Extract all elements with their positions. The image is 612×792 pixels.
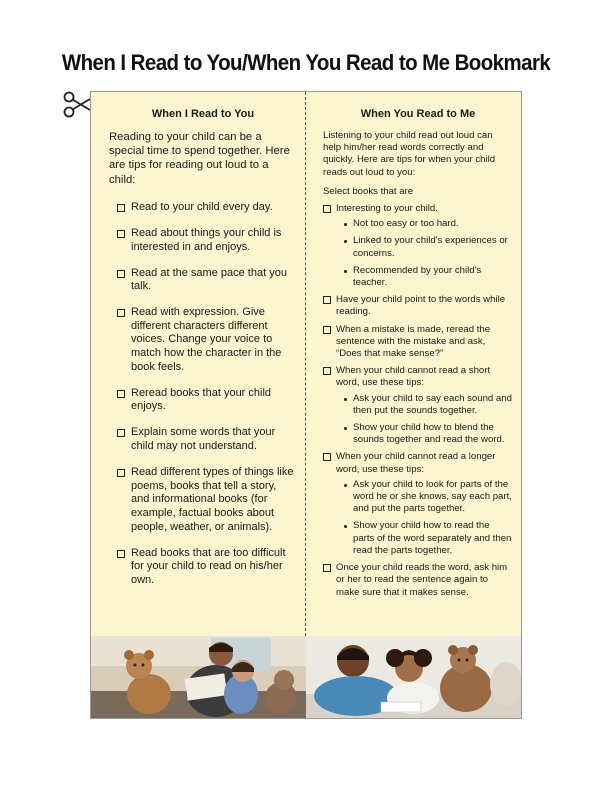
sub-bullet-text: Show your child how to blend the sounds together and read the word. — [353, 422, 505, 446]
left-tip-text: Read different types of things like poems, books that tell a story, and informational books (for example, factual books about people, weather, or animals). — [131, 466, 294, 533]
left-tip-text: Read about things your child is interested in and enjoys. — [131, 226, 282, 253]
left-tip-item — [117, 547, 297, 588]
bullet-icon — [344, 398, 347, 401]
sub-bullet-item — [344, 520, 513, 557]
left-tip-text: Read with expression. Give different characters different voices. Change your voice to match how the character in the book feels. — [131, 306, 282, 373]
left-tip-item — [117, 227, 297, 254]
bullet-icon — [344, 484, 347, 487]
sub-bullet-item — [344, 393, 513, 417]
right-tip-text: Interesting to your child. — [336, 203, 438, 215]
left-tip-text: Explain some words that your child may not understand. — [131, 426, 276, 453]
select-books-label: Select books that are — [323, 185, 414, 197]
bullet-icon — [344, 223, 347, 226]
right-tip-item — [323, 451, 513, 557]
checkbox-icon — [323, 326, 331, 334]
checkbox-icon — [117, 390, 125, 398]
scissors-icon — [62, 90, 92, 122]
sub-bullet-text: Linked to your child's experiences or concerns. — [353, 235, 508, 259]
checkbox-icon — [117, 230, 125, 238]
checkbox-icon — [117, 469, 125, 477]
right-tip-text: When your child cannot read a short word, use these tips: — [336, 365, 491, 389]
left-tip-item — [117, 201, 297, 215]
checkbox-icon — [323, 205, 331, 213]
left-tip-text: Reread books that your child enjoys. — [131, 386, 272, 413]
right-tip-text: When your child cannot read a longer word, use these tips: — [336, 451, 496, 475]
left-tip-item — [117, 306, 297, 374]
checkbox-icon — [323, 296, 331, 304]
checkbox-icon — [323, 564, 331, 572]
sub-bullet-item — [344, 422, 513, 446]
sub-bullet-item — [344, 479, 513, 516]
right-tip-item — [323, 365, 513, 446]
checkbox-icon — [117, 309, 125, 317]
cut-divider — [305, 92, 306, 636]
sub-bullet-text: Ask your child to say each sound and then put the sounds together. — [353, 392, 512, 416]
sub-bullet-text: Not too easy or too hard. — [353, 218, 459, 230]
right-intro: Listening to your child read out loud can help him/her read words correctly and quickly. Here are tips for when your child reads out loud to you: — [323, 130, 496, 178]
bullet-icon — [344, 525, 347, 528]
checkbox-icon — [117, 204, 125, 212]
bullet-icon — [344, 427, 347, 430]
bookmark-card — [90, 91, 522, 719]
right-tip-item — [323, 562, 513, 599]
left-tip-item — [117, 466, 297, 534]
sub-bullet-text: Ask your child to look for parts of the word he or she knows, say each part, and put the parts together. — [353, 478, 512, 515]
right-tip-text: Have your child point to the words while reading. — [336, 294, 506, 318]
left-tip-text: Read to your child every day. — [131, 200, 273, 213]
left-tip-item — [117, 267, 297, 294]
sub-bullet-item — [344, 235, 513, 259]
right-tip-text: When a mistake is made, reread the sentence with the mistake and ask, “Does that make sense?” — [336, 323, 491, 360]
right-checklist — [323, 203, 513, 599]
right-column — [307, 92, 521, 604]
photo-strip — [91, 636, 521, 718]
sub-bullet-list — [336, 479, 513, 557]
right-heading: When You Read to Me — [360, 108, 476, 120]
sub-bullet-item — [344, 265, 513, 289]
right-photo — [306, 636, 521, 718]
sub-bullet-list — [336, 393, 513, 447]
right-tip-item — [323, 294, 513, 318]
bullet-icon — [344, 240, 347, 243]
right-tip-text: Once your child reads the word, ask him or her to read the sentence again to make sure that it makes sense. — [336, 562, 508, 598]
checkbox-icon — [323, 367, 331, 375]
checkbox-icon — [117, 550, 125, 558]
left-intro: Reading to your child can be a special time to spend together. Here are tips for reading out loud to a child: — [109, 131, 290, 186]
left-column — [91, 92, 305, 600]
left-photo — [91, 636, 306, 718]
page-title: When I Read to You/When You Read to Me Bookmark — [61, 50, 551, 75]
checkbox-icon — [117, 270, 125, 278]
bullet-icon — [344, 270, 347, 273]
left-tip-text: Read at the same pace that you talk. — [131, 266, 287, 293]
checkbox-icon — [117, 429, 125, 437]
left-heading: When I Read to You — [151, 108, 255, 120]
right-tip-item — [323, 324, 513, 361]
left-checklist — [109, 201, 297, 588]
sub-bullet-item — [344, 218, 513, 230]
left-tip-text: Read books that are too difficult for your child to read on his/her own. — [131, 546, 286, 586]
left-tip-item — [117, 387, 297, 414]
right-tip-item — [323, 203, 513, 289]
checkbox-icon — [323, 453, 331, 461]
sub-bullet-text: Show your child how to read the parts of the word separately and then read the parts together. — [353, 520, 512, 556]
sub-bullet-list — [336, 218, 513, 289]
left-tip-item — [117, 426, 297, 453]
sub-bullet-text: Recommended by your child's teacher. — [353, 264, 482, 289]
